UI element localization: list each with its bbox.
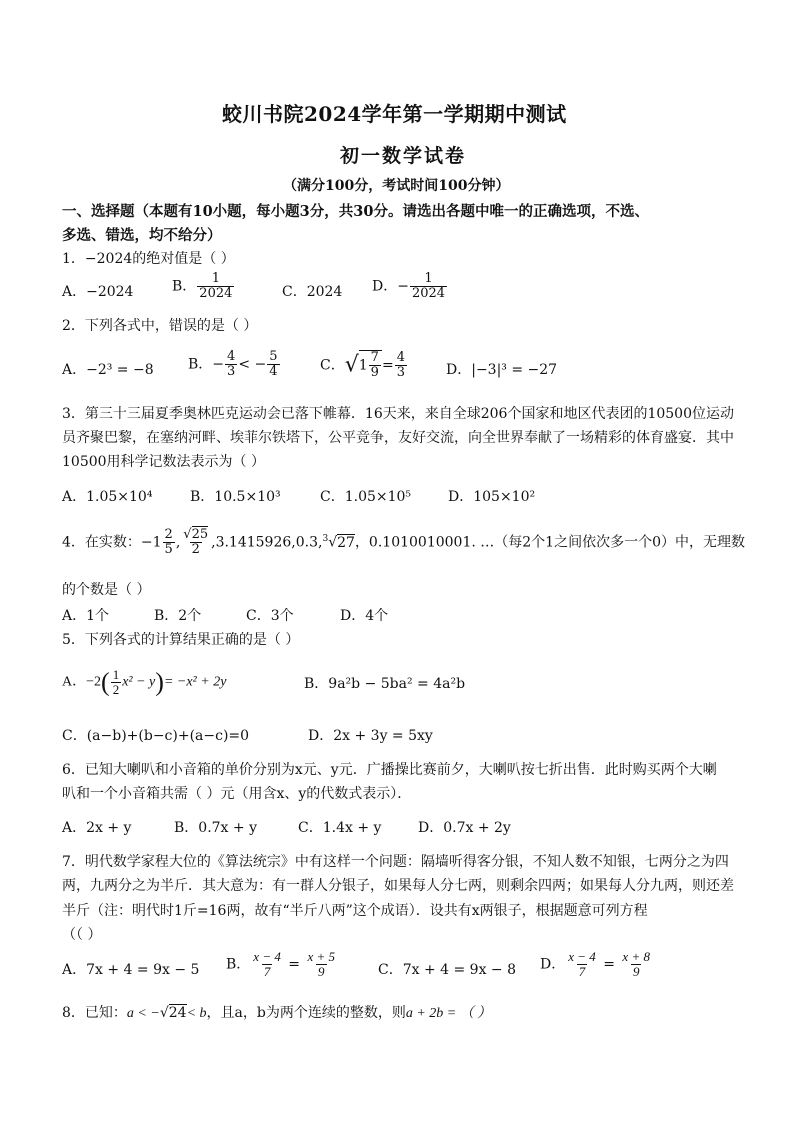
q4-option-c: C．3个: [246, 608, 294, 624]
q2-c-n: 7: [370, 350, 379, 365]
q4-prefix: 4．在实数：−1: [62, 534, 162, 551]
q8-sqrt: 24: [168, 1005, 187, 1021]
q6-option-b: B．0.7x + y: [174, 820, 257, 836]
sqrt-radical-icon: √: [344, 352, 359, 378]
question-6-line1: 6．已知大喇叭和小音箱的单价分别为x元、y元．广播操比赛前夕，大喇叭按七折出售．此时购买两个大喇: [62, 762, 717, 778]
q4-option-b: B．2个: [154, 608, 202, 624]
q2-b-n2: 5: [269, 349, 278, 364]
q6-option-d: D．0.7x + 2y: [418, 820, 511, 836]
q3-option-d: D．105×10²: [448, 489, 536, 505]
q5-a-prefix: A．−2: [62, 674, 102, 690]
question-4-line1: 4．在实数：−1 $\frac{2}{5}$ , $\frac{√25}{2}$ ,3.1415926,0.3,$^3$√27，0.1010010001. …（每2个1之间依次多一个0）中，无理数: [62, 527, 745, 557]
q4-sqrt-fraction: [181, 528, 210, 557]
q5-option-b: B．9a²b − 5ba² = 4a²b: [304, 676, 466, 692]
q7-d-frac1: [566, 950, 598, 979]
sqrt-radical-icon: √: [183, 527, 192, 542]
q7-b-frac2: [305, 950, 337, 979]
q3-option-b: B．10.5×10³: [190, 489, 281, 505]
question-3-line1: 3．第三十三届夏季奥林匹克运动会已落下帷幕．16天来，来自全球206个国家和地区代表团的10500位运动: [62, 406, 734, 422]
q1-d-den: 2024: [411, 286, 446, 301]
q3-option-c: C．1.05×10⁵: [320, 489, 412, 505]
section-heading-line1: 一、选择题（本题有10小题，每小题3分，共30分。请选出各题中唯一的正确选项，不选、: [62, 203, 649, 220]
q5-option-c: C．(a−b)+(b−c)+(a−c)=0: [62, 728, 250, 744]
q5-a-fraction: [111, 668, 122, 697]
q7-b-d1: 7: [263, 964, 271, 979]
q6-option-a: A．2x + y: [62, 820, 132, 836]
q8-ineq-a: a < −: [126, 1006, 160, 1021]
right-paren-icon: ): [155, 667, 164, 697]
exam-note: （满分100分，考试时间100分钟）: [283, 178, 510, 194]
q7-b-d2: 9: [318, 964, 325, 979]
q7-d-d2: 9: [632, 964, 640, 979]
q4-option-d: D．4个: [340, 608, 389, 624]
q2-b-mid: < −: [238, 356, 267, 373]
q1-b-label: B．: [172, 278, 197, 295]
q7-option-c: C．7x + 4 = 9x − 8: [378, 962, 517, 978]
q2-option-b: [188, 350, 281, 379]
q8-expr: a + 2b = （ ）: [405, 1006, 492, 1021]
q2-option-a: A．−2³ = −8: [62, 362, 154, 378]
q7-d-d1: 7: [578, 964, 586, 979]
question-1-stem: 1．−2024的绝对值是（ ）: [62, 251, 235, 267]
q4-f-num: 2: [164, 527, 173, 542]
q1-option-b: [172, 272, 235, 301]
q5-option-d: D．2x + 3y = 5xy: [308, 728, 433, 744]
q1-b-fraction: [197, 272, 234, 301]
q1-option-d: [372, 272, 448, 301]
q1-option-c: C．2024: [282, 284, 343, 300]
q2-c-n2: 4: [396, 350, 405, 365]
q4-option-a: A．1个: [62, 608, 110, 624]
q2-b-frac1: [225, 350, 237, 379]
q2-c-label: C．: [320, 357, 345, 374]
q7-option-a: A．7x + 4 = 9x − 5: [62, 962, 200, 978]
q2-b-n1: 4: [227, 349, 236, 364]
left-paren-icon: (: [101, 667, 110, 697]
cube-root-icon: √: [328, 534, 338, 551]
q8-ineq-b: < b: [186, 1006, 207, 1021]
q4-sqrt-num: [181, 528, 210, 542]
q1-d-num: 1: [424, 271, 433, 286]
q4-root-index: 3: [322, 533, 329, 544]
question-4-line2: 的个数是（ ）: [62, 582, 151, 598]
question-8-stem: [62, 1003, 491, 1024]
q1-d-label: D．−: [372, 278, 409, 295]
q7-option-d: D． $\frac{x - 4}{7}$ = $\frac{x + 8}{9}$: [540, 949, 650, 979]
sqrt-radical-icon: √: [159, 1005, 169, 1021]
q5-a-num: 1: [112, 667, 120, 682]
q5-a-den: 2: [112, 682, 120, 697]
question-7-line4: （（ ）: [62, 927, 102, 943]
q4-sqrt-den: 2: [191, 542, 200, 557]
question-7-line3: 半斤（注：明代时1斤=16两，故有“半斤八两”这个成语）．设共有x两银子，根据题意可列方程: [62, 903, 648, 919]
q5-a-result: = −x² + 2y: [163, 674, 227, 690]
q2-b-d2: 4: [269, 364, 278, 379]
q7-d-label: D．: [540, 956, 566, 973]
q6-option-c: C．1.4x + y: [298, 820, 382, 836]
q7-b-n1: x − 4: [253, 949, 281, 964]
q8-mid: ，且a，b为两个连续的整数，则: [206, 1005, 406, 1021]
q2-c-frac: [369, 351, 381, 380]
question-3-line3: 10500用科学记数法表示为（ ）: [62, 454, 265, 470]
question-2-stem: 2．下列各式中，错误的是（ ）: [62, 318, 258, 334]
q2-c-frac2: [395, 351, 407, 380]
q2-c-d2: 3: [396, 365, 405, 380]
q1-b-den: 2024: [199, 286, 233, 301]
q7-d-n2: x + 8: [622, 949, 650, 964]
q4-sqrt25: 25: [191, 527, 209, 542]
q7-b-n2: x + 5: [307, 949, 336, 964]
section-heading-line2: 多选、错选，均不给分）: [62, 227, 222, 244]
q7-d-frac2: [620, 950, 652, 979]
question-3-line2: 员齐聚巴黎，在塞纳河畔、埃菲尔铁塔下，公平竞争，友好交流，向全世界奉献了一场精彩的体育盛宴．其中: [62, 430, 734, 446]
question-7-line2: 两，九两分之为半斤．其大意为：有一群人分银子，如果每人分七两，则剩余四两；如果每人分九两，则还差: [62, 878, 734, 894]
question-6-line2: 叭和一个小音箱共需（ ）元（用含x、y的代数式表示）．: [62, 786, 412, 802]
q2-c-eq: =: [381, 357, 394, 374]
q4-tail: ，0.1010010001. …（每2个1之间依次多一个0）中，无理数: [354, 534, 745, 551]
q7-d-n1: x − 4: [568, 949, 596, 964]
page-title: 蛟川书院2024学年第一学期期中测试: [222, 102, 567, 126]
q4-f-den: 5: [164, 542, 173, 557]
q7-b-label: B．: [226, 956, 251, 973]
q5-option-a: [62, 668, 226, 697]
q7-option-b: B． $\frac{x - 4}{7}$ = $\frac{x + 5}{9}$: [226, 949, 336, 979]
q2-b-label: B．−: [188, 356, 225, 373]
question-7-line1: 7．明代数学家程大位的《算法统宗》中有这样一个问题：隔墙听得客分银，不知人数不知银，七两分之为四: [62, 854, 729, 870]
q2-b-d1: 3: [227, 364, 236, 379]
page-subtitle: 初一数学试卷: [340, 145, 467, 167]
q1-b-num: 1: [211, 271, 220, 286]
question-5-stem: 5．下列各式的计算结果正确的是（ ）: [62, 632, 300, 648]
q2-option-d: D．|−3|³ = −27: [446, 362, 558, 378]
q2-b-frac2: [267, 350, 279, 379]
q4-root3: 27: [337, 534, 355, 551]
q4-mixed-fraction: [163, 528, 175, 557]
q1-option-a: A．−2024: [62, 284, 134, 300]
q5-a-rest: x² − y: [122, 674, 156, 690]
q2-c-sqrt: [345, 350, 382, 380]
q1-d-fraction: [410, 272, 447, 301]
q8-prefix: 8．已知：: [62, 1005, 127, 1021]
q7-b-frac1: [251, 950, 283, 979]
q2-c-int: 1: [358, 357, 368, 374]
q3-option-a: A．1.05×10⁴: [62, 489, 153, 505]
q4-mid: ,3.1415926,0.3,: [211, 534, 323, 551]
q2-c-d: 9: [370, 365, 379, 380]
q2-option-c: [320, 350, 408, 380]
